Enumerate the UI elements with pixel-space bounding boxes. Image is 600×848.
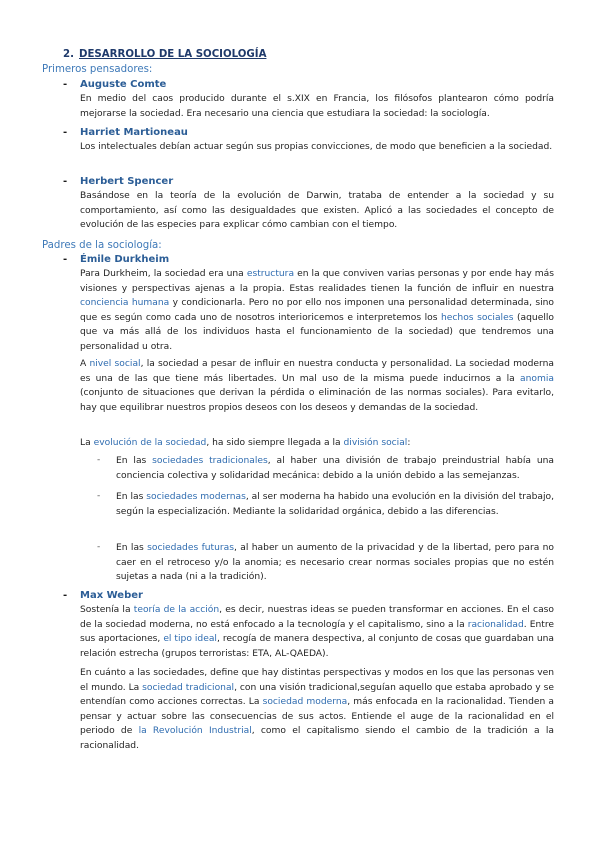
text-segment: En cuánto a las sociedades, define que hay distintas perspectivas y modos en los que las personas ven el mundo. La bbox=[80, 668, 554, 693]
bullet-dash: - bbox=[63, 176, 68, 187]
key-term: hechos sociales bbox=[441, 312, 514, 323]
section-heading bbox=[63, 49, 266, 60]
paragraph-spencer: Basándose en la teoría de la evolución de Darwin, trataba de entender a la sociedad y su comportamiento, así como las desigualdades que existen. Aplicó a las sociedades el concepto de evolución de las especies para explicar cómo cambian con el tiempo. bbox=[80, 191, 554, 231]
paragraph-weber-2 bbox=[80, 666, 554, 754]
key-term: teoría de la acción bbox=[133, 605, 220, 615]
sub-bullet-dash: - bbox=[97, 455, 101, 465]
key-term: sociedades futuras bbox=[147, 543, 235, 553]
key-term: anomia bbox=[520, 373, 554, 384]
text-segment: (aquello que va más allá de los individuos hasta el funcionamiento de la sociedad) que tendremos una personalidad u otra. bbox=[80, 312, 554, 352]
paragraph-durkheim-2 bbox=[80, 357, 554, 415]
bullet-dash: - bbox=[63, 254, 68, 265]
sub-bullet-dash: - bbox=[97, 542, 101, 552]
text-segment: en la que conviven varias personas y por ende hay más visiones y perspectivas ajenas a la propia. Estas realidades tienen la función de influir en nuestra bbox=[80, 269, 555, 294]
text-segment: En las bbox=[116, 543, 148, 553]
text-segment: , al haber un aumento de la privacidad y de la libertad, pero para no caer en el retroceso y/o la anomia; es necesario crear normas sociales propias que no estén sujetas a nada (ni a la tradición). bbox=[116, 543, 555, 583]
key-term: división social bbox=[343, 438, 408, 448]
heading-number: 2. bbox=[63, 49, 74, 60]
text-segment: . Entre sus aportaciones, bbox=[80, 619, 554, 645]
text-segment: , la sociedad a pesar de influir en nuestra conducta y personalidad. La sociedad moderna es una de las que tiene más libertades. Un mal uso de la misma puede inducirnos a la bbox=[80, 359, 554, 384]
text-segment: , al haber una división de trabajo preindustrial había una conciencia colectiva y solidaridad mecánica: debido a la unión debido a las semejanzas. bbox=[116, 456, 554, 481]
paragraph-comte: En medio del caos producido durante el s.XIX en Francia, los filósofos plantearon cómo podría mejorarse la sociedad. Era necesario una ciencia que estudiara la sociedad: la sociología. bbox=[80, 94, 554, 119]
bullet-dash: - bbox=[63, 590, 68, 601]
list-item-future bbox=[116, 541, 554, 585]
text-segment: , al ser moderna ha habido una evolución en la división del trabajo, según la especialización. Mediante la solidaridad orgánica, debido a las diferencias. bbox=[116, 492, 555, 517]
text-segment: , como el capitalismo siendo el cambio de la tradición a la racionalidad. bbox=[80, 726, 555, 751]
bullet-dash: - bbox=[63, 79, 68, 90]
text-segment: Sostenía la bbox=[80, 605, 134, 615]
heading-text: DESARROLLO DE LA SOCIOLOGÍA bbox=[79, 49, 267, 60]
paragraph-weber-1 bbox=[80, 603, 554, 661]
text-segment: En las bbox=[116, 492, 147, 502]
paragraph-durkheim-3 bbox=[80, 436, 554, 451]
text-segment: , ha sido siempre llegada a la bbox=[206, 438, 344, 448]
key-term: el tipo ideal bbox=[163, 634, 217, 645]
paragraph-martineau: Los intelectuales debían actuar según sus propias convicciones, de modo que beneficien a la sociedad. bbox=[80, 142, 553, 152]
key-term: nivel social bbox=[89, 359, 141, 369]
paragraph-durkheim-1 bbox=[80, 267, 554, 355]
text-segment: En las bbox=[116, 456, 153, 466]
subheading-pioneers: Primeros pensadores: bbox=[42, 64, 153, 75]
key-term: sociedades modernas bbox=[146, 492, 246, 502]
key-term: sociedad tradicional bbox=[142, 682, 235, 693]
key-term: evolución de la sociedad bbox=[93, 438, 207, 448]
key-term: racionalidad bbox=[467, 619, 524, 630]
key-term: la Revolución Industrial bbox=[138, 726, 252, 737]
text-segment: A bbox=[80, 359, 90, 369]
key-term: estructura bbox=[246, 269, 295, 279]
key-term: sociedades tradicionales bbox=[152, 456, 268, 466]
key-term: sociedad moderna bbox=[262, 697, 348, 708]
author-name-weber: Max Weber bbox=[80, 590, 143, 601]
list-item-modern bbox=[116, 490, 554, 519]
subheading-fathers: Padres de la sociología: bbox=[42, 240, 162, 251]
sub-bullet-dash: - bbox=[97, 491, 101, 501]
text-segment: Para Durkheim, la sociedad era una bbox=[80, 269, 247, 279]
bullet-dash: - bbox=[63, 127, 68, 138]
author-name-spencer: Herbert Spencer bbox=[80, 176, 174, 187]
text-segment: y condicionarla. Pero no por ello nos imponen una personalidad determinada, sino que es según como cada uno de nosotros interioricemos e interpretemos los bbox=[80, 298, 554, 323]
text-segment: , es decir, nuestras ideas se pueden transformar en acciones. En el caso de la sociedad moderna, no está enfocado a la tecnología y el capitalismo, sino a la bbox=[80, 605, 554, 630]
text-segment: , recogía de manera despectiva, al conjunto de cosas que guardaban una relación estrecha (grupos terroristas: ETA, AL-QAEDA). bbox=[80, 634, 554, 659]
text-segment: (conjunto de situaciones que derivan la pérdida o eliminación de las normas sociales). Para evitarlo, hay que equilibrar nuestros propios deseos con los deseos y demandas de la sociedad. bbox=[80, 388, 554, 413]
key-term: conciencia humana bbox=[80, 298, 170, 309]
text-segment: , más enfocada en la racionalidad. Tienden a pensar y actuar sobre las consecuencias de sus actos. Entiende el auge de la racionalidad en el periodo de bbox=[80, 697, 554, 737]
author-name-martineau: Harriet Martioneau bbox=[80, 127, 188, 138]
list-item-traditional bbox=[116, 454, 554, 483]
text-segment: La bbox=[80, 438, 94, 448]
text-segment: , con una visión tradicional,seguían aquello que estaba aprobado y se entendían como acciones correctas. La bbox=[80, 682, 554, 708]
author-name-durkheim: Émile Durkheim bbox=[80, 254, 170, 265]
author-name-comte: Auguste Comte bbox=[80, 79, 167, 90]
text-segment: : bbox=[407, 438, 411, 448]
